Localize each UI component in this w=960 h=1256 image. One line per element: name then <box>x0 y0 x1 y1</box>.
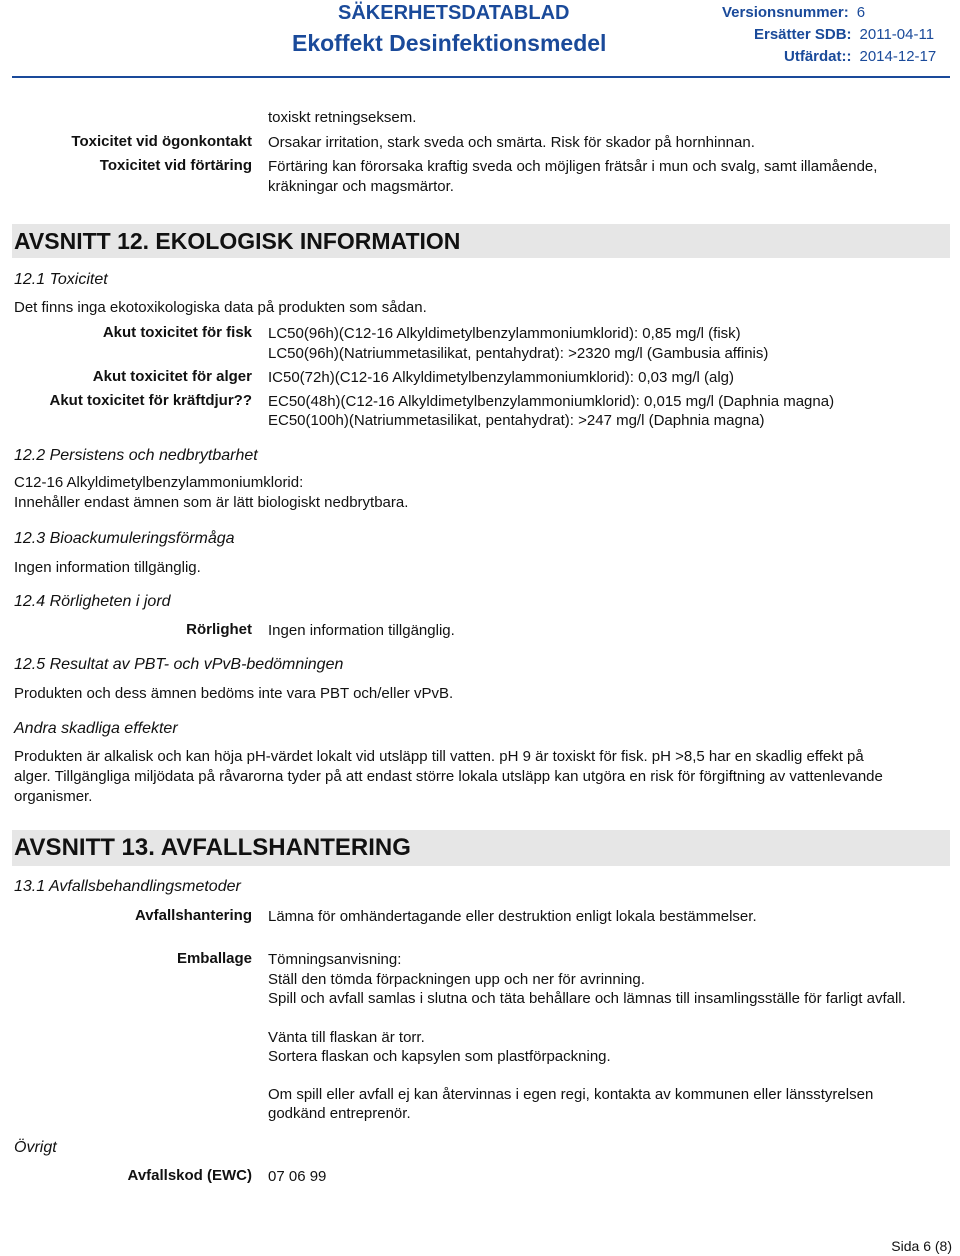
packaging-text-3: Spill och avfall samlas i slutna och täta behållare och lämnas till insamlingsställe för farligt avfall. <box>268 990 906 1007</box>
persistence-text-2: Innehåller endast ämnen som är lätt biologiskt nedbrytbara. <box>14 494 409 511</box>
section-12-title: AVSNITT 12. EKOLOGISK INFORMATION <box>14 228 461 254</box>
subsection-12-2-title: 12.2 Persistens och nedbrytbarhet <box>14 447 258 464</box>
other-effects-title: Andra skadliga effekter <box>14 720 178 737</box>
ingest-tox-text-1: Förtäring kan förorsaka kraftig sveda och möjligen frätsår i mun och svalg, samt illamående, <box>268 158 878 175</box>
persistence-text-1: C12-16 Alkyldimetylbenzylammoniumklorid: <box>14 474 304 491</box>
subsection-13-1-title: 13.1 Avfallsbehandlingsmetoder <box>14 878 241 895</box>
other-title: Övrigt <box>14 1139 57 1156</box>
issued-label: Utfärdat:: <box>784 48 852 65</box>
eye-tox-label: Toxicitet vid ögonkontakt <box>71 133 252 150</box>
version-label: Versionsnummer: <box>722 4 849 21</box>
packaging-label: Emballage <box>176 950 252 967</box>
packaging-text-4: Vänta till flaskan är torr. <box>268 1029 425 1046</box>
packaging-text-5: Sortera flaskan och kapsylen som plastförpackning. <box>268 1048 611 1065</box>
mobility-label: Rörlighet <box>186 621 252 638</box>
ewc-code-value: 07 06 99 <box>268 1168 327 1185</box>
page-number: Sida 6 (8) <box>891 1238 952 1254</box>
issued-value: 2014-12-17 <box>859 48 937 65</box>
tox-continuation-text: toxiskt retningseksem. <box>268 109 417 126</box>
mobility-text: Ingen information tillgänglig. <box>268 622 455 639</box>
header-divider <box>12 76 950 78</box>
waste-handling-label: Avfallshantering <box>135 907 252 924</box>
version-row <box>722 4 865 21</box>
packaging-text-1: Tömningsanvisning: <box>268 951 402 968</box>
bioaccumulation-text: Ingen information tillgänglig. <box>14 559 201 576</box>
fish-tox-label: Akut toxicitet för fisk <box>102 324 252 341</box>
document-header <box>0 0 960 100</box>
toxicity-intro: Det finns inga ekotoxikologiska data på produkten som sådan. <box>14 299 427 316</box>
product-name-title: Ekoffekt Desinfektionsmedel <box>292 30 607 56</box>
ingest-tox-text-2: kräkningar och magsmärtor. <box>268 178 454 195</box>
section-13-title: AVSNITT 13. AVFALLSHANTERING <box>14 834 411 861</box>
eye-tox-text: Orsakar irritation, stark sveda och smärta. Risk för skador på hornhinnan. <box>268 134 755 151</box>
crustacean-tox-value-2: EC50(100h)(Natriummetasilikat, pentahydrat): >247 mg/l (Daphnia magna) <box>268 412 765 429</box>
packaging-text-2: Ställ den tömda förpackningen upp och ner för avrinning. <box>268 971 645 988</box>
subsection-12-5-title: 12.5 Resultat av PBT- och vPvB-bedömningen <box>14 656 344 673</box>
ingest-tox-label: Toxicitet vid förtäring <box>99 157 252 174</box>
other-effects-text-3: organismer. <box>14 788 93 805</box>
algae-tox-label: Akut toxicitet för alger <box>92 368 252 385</box>
crustacean-tox-label: Akut toxicitet för kräftdjur?? <box>49 392 252 409</box>
subsection-12-4-title: 12.4 Rörligheten i jord <box>14 593 171 610</box>
document-type-title: SÄKERHETSDATABLAD <box>338 2 570 24</box>
replaces-value: 2011-04-11 <box>859 26 935 43</box>
fish-tox-value-1: LC50(96h)(C12-16 Alkyldimetylbenzylammoniumklorid): 0,85 mg/l (fisk) <box>268 325 741 342</box>
packaging-text-7: godkänd entreprenör. <box>268 1105 411 1122</box>
issued-row <box>784 48 936 65</box>
fish-tox-value-2: LC50(96h)(Natriummetasilikat, pentahydrat): >2320 mg/l (Gambusia affinis) <box>268 345 769 362</box>
subsection-12-3-title: 12.3 Bioackumuleringsförmåga <box>14 530 235 547</box>
other-effects-text-2: alger. Tillgängliga miljödata på råvarorna tyder på att endast större lokala utsläpp kan utgöra en risk för förgiftning av vattenlevande <box>14 768 883 785</box>
packaging-text-6: Om spill eller avfall ej kan återvinnas i egen regi, kontakta av kommunen eller länsstyrelsen <box>268 1086 874 1103</box>
other-effects-text-1: Produkten är alkalisk och kan höja pH-värdet lokalt vid utsläpp till vatten. pH 9 är toxiskt för fisk. pH >8,5 har en skadlig effekt på <box>14 748 864 765</box>
algae-tox-value-1: IC50(72h)(C12-16 Alkyldimetylbenzylammoniumklorid): 0,03 mg/l (alg) <box>268 369 735 386</box>
crustacean-tox-value-1: EC50(48h)(C12-16 Alkyldimetylbenzylammoniumklorid): 0,015 mg/l (Daphnia magna) <box>268 393 835 410</box>
replaces-row <box>754 26 934 43</box>
waste-handling-text: Lämna för omhändertagande eller destruktion enligt lokala bestämmelser. <box>268 908 757 925</box>
pbt-text: Produkten och dess ämnen bedöms inte vara PBT och/eller vPvB. <box>14 685 454 702</box>
subsection-12-1-title: 12.1 Toxicitet <box>14 271 108 288</box>
ewc-code-label: Avfallskod (EWC) <box>127 1167 252 1184</box>
version-value: 6 <box>856 4 866 21</box>
replaces-label: Ersätter SDB: <box>754 26 852 43</box>
